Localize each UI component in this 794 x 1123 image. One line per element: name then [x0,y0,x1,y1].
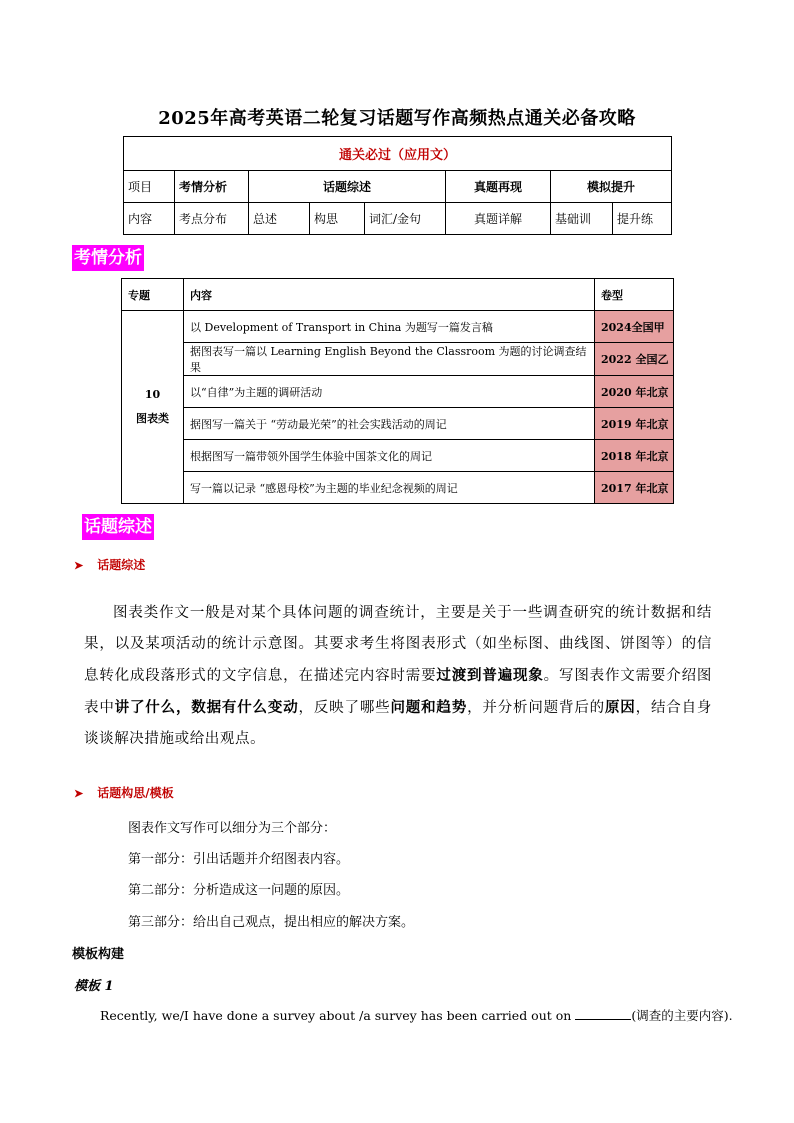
exam-row-year: 2019 年北京 [595,408,674,440]
bullet-topic-overview [74,556,145,573]
exam-row-content: 以“自律”为主题的调研活动 [184,376,595,408]
exam-row-year: 2024全国甲 [595,311,674,343]
exam-header-year: 卷型 [595,279,674,311]
overview-cell: 内容 [124,203,175,235]
exam-row-content: 据图表写一篇以 Learning English Beyond the Classroom 为题的讨论调查结果 [184,343,595,376]
paragraph-emphasis: 原因 [604,699,636,716]
section-badge-huati: 话题综述 [82,514,154,540]
exam-row-year: 2018 年北京 [595,440,674,472]
exam-row-content: 写一篇以记录 “感恩母校”为主题的毕业纪念视频的周记 [184,472,595,504]
overview-cell: 词汇/金句 [365,203,446,235]
exam-row-year: 2022 全国乙 [595,343,674,376]
overview-paragraph [84,598,712,755]
document-title: 2025年高考英语二轮复习话题写作高频热点通关必备攻略 [158,108,636,129]
overview-cell: 话题综述 [249,171,446,203]
overview-cell: 考情分析 [175,171,249,203]
bullet-topic-template [74,784,174,801]
exam-row-content: 以 Development of Transport in China 为题写一篇发言稿 [184,311,595,343]
overview-cell: 提升练 [613,203,672,235]
overview-cell: 构思 [310,203,365,235]
paragraph-text: 。写图表作文需要介绍图表中 [84,668,712,716]
topic-name: 图表类 [136,412,169,425]
arrow-bullet-icon: ➤ [74,787,84,800]
exam-row-content: 根据图写一篇带领外国学生体验中国茶文化的周记 [184,440,595,472]
template-sentence-start: Recently, we/I have done a survey about /a survey has been carried out on [100,1008,576,1023]
overview-cell: 真题详解 [446,203,551,235]
template-sentence-end: (调查的主要内容). [631,1008,733,1023]
paragraph-text: ，并分析问题背后的 [467,700,605,716]
exam-table [121,278,674,504]
bullet-label: 话题综述 [97,558,146,572]
structure-part3: 第三部分：给出自己观点，提出相应的解决方案。 [128,915,415,930]
bullet-label: 话题构思/模板 [97,786,174,800]
overview-cell: 总述 [249,203,310,235]
topic-number: 10 [144,388,161,401]
exam-row-year: 2020 年北京 [595,376,674,408]
exam-row-content: 据图写一篇关于 “劳动最光荣”的社会实践活动的周记 [184,408,595,440]
exam-topic-cell [122,311,184,504]
structure-intro: 图表作文写作可以细分为三个部分： [128,821,337,836]
template-sentence [100,1006,733,1024]
exam-header-content: 内容 [184,279,595,311]
exam-row-year: 2017 年北京 [595,472,674,504]
exam-header-topic: 专题 [122,279,184,311]
paragraph-text: ，结合自身谈谈解决措施或给出观点。 [84,700,713,747]
structure-part1: 第一部分：引出话题并介绍图表内容。 [128,852,350,867]
section-badge-kaoqing: 考情分析 [72,245,144,271]
overview-cell: 真题再现 [446,171,551,203]
fill-in-blank [575,1009,631,1020]
overview-header: 通关必过（应用文） [124,137,672,171]
paragraph-text: ，反映了哪些 [298,700,391,716]
structure-part2: 第二部分：分析造成这一问题的原因。 [128,883,350,898]
overview-cell: 项目 [124,171,175,203]
model-1-label: 模板 1 [74,979,114,994]
overview-cell: 基础训 [551,203,613,235]
overview-table [123,136,672,235]
paragraph-text: 图表类作文一般是对某个具体问题的调查统计，主要是关于一些调查研究的统计数据和结果，以及某项活动的统计示意图。其要求考生将图表形式（如坐标图、曲线图、饼图等）的信息转化成段落形式的文字信息，在描述完内容时需要 [84,605,712,684]
arrow-bullet-icon: ➤ [74,559,84,572]
paragraph-emphasis: 问题和趋势 [390,699,468,716]
overview-cell: 考点分布 [175,203,249,235]
paragraph-emphasis: 讲了什么，数据有什么变动 [114,699,299,716]
template-heading: 模板构建 [72,947,125,962]
overview-cell: 模拟提升 [551,171,672,203]
paragraph-emphasis: 过渡到普遍现象 [436,667,544,684]
